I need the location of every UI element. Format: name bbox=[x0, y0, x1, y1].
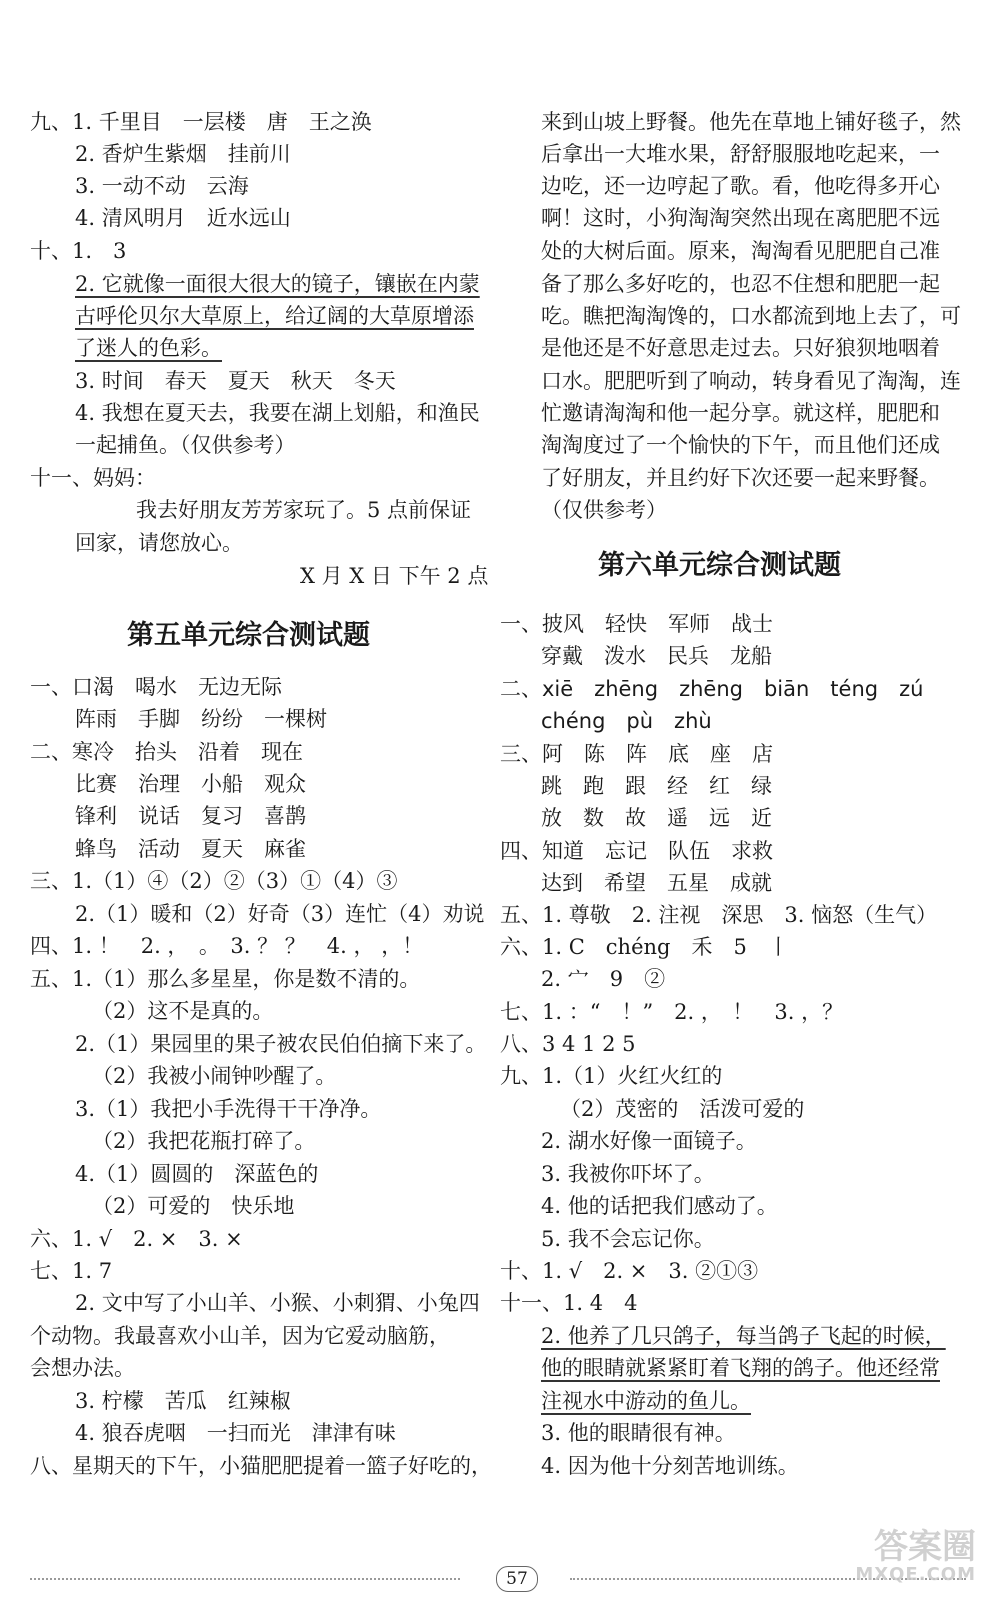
answer-line: 4. 清风明月 近水远山 bbox=[75, 206, 291, 230]
answer-line: 十一、1. 4 4 bbox=[500, 1291, 638, 1315]
pinyin-answer-line: chéng pù zhù bbox=[541, 709, 712, 733]
answer-line: （仅供参考） bbox=[541, 498, 667, 522]
underlined-answer-line: 了迷人的色彩。 bbox=[75, 336, 222, 360]
answer-line: 4. 狼吞虎咽 一扫而光 津津有味 bbox=[75, 1421, 396, 1445]
answer-line: 5. 我不会忘记你。 bbox=[541, 1227, 715, 1251]
pinyin-answer-line: 二、xiē zhēng zhēng biān téng zú bbox=[500, 677, 924, 701]
answer-line: 个动物。我最喜欢小山羊，因为它爱动脑筋， bbox=[30, 1324, 450, 1348]
answer-line: 三、1.（1）④（2）②（3）①（4）③ bbox=[30, 869, 398, 893]
answer-line: （2）这不是真的。 bbox=[92, 999, 274, 1023]
watermark-text: 答案圈 bbox=[874, 1527, 976, 1567]
answer-line: （2）茂密的 活泼可爱的 bbox=[560, 1097, 805, 1121]
answer-line: 蜂鸟 活动 夏天 麻雀 bbox=[75, 837, 306, 861]
answer-line: 十、1. √ 2. × 3. ②①③ bbox=[500, 1259, 759, 1283]
answer-line: 我去好朋友芳芳家玩了。5 点前保证 bbox=[136, 498, 472, 522]
watermark-logo bbox=[855, 1527, 976, 1586]
answer-line: 边吃，还一边哼起了歌。看，他吃得多开心 bbox=[541, 174, 940, 198]
answer-line: （2）我把花瓶打碎了。 bbox=[92, 1129, 316, 1153]
underlined-answer-line: 他的眼睛就紧紧盯着飞翔的鸽子。他还经常 bbox=[541, 1356, 940, 1380]
answer-line: 4.（1）圆圆的 深蓝色的 bbox=[75, 1162, 319, 1186]
answer-line: 阵雨 手脚 纷纷 一棵树 bbox=[75, 707, 327, 731]
answer-line: 备了那么多好吃的，也忍不住想和肥肥一起 bbox=[541, 272, 940, 296]
answer-line: 啊！这时，小狗淘淘突然出现在离肥肥不远 bbox=[541, 206, 940, 230]
answer-line: 六、1. C chéng 禾 5 丨 bbox=[500, 935, 789, 959]
answer-line: 比赛 治理 小船 观众 bbox=[75, 772, 306, 796]
answer-line: 后拿出一大堆水果，舒舒服服地吃起来，一 bbox=[541, 142, 940, 166]
answer-line: 放 数 故 遥 远 近 bbox=[541, 806, 772, 830]
answer-line: 六、1. √ 2. × 3. × bbox=[30, 1227, 243, 1251]
answer-line: 十一、妈妈： bbox=[30, 466, 156, 490]
answer-line: 口水。肥肥听到了响动，转身看见了淘淘，连 bbox=[541, 369, 961, 393]
answer-line: 3. 时间 春天 夏天 秋天 冬天 bbox=[75, 369, 396, 393]
answer-line: 了好朋友，并且约好下次还要一起来野餐。 bbox=[541, 466, 940, 490]
answer-line: 淘淘度过了一个愉快的下午，而且他们还成 bbox=[541, 433, 940, 457]
answer-line: 会想办法。 bbox=[30, 1356, 135, 1380]
answer-line: 2.（1）暖和（2）好奇（3）连忙（4）劝说 bbox=[75, 902, 485, 926]
answer-line: X 月 X 日 下午 2 点 bbox=[300, 564, 489, 588]
answer-line: 4. 他的话把我们感动了。 bbox=[541, 1194, 778, 1218]
answer-line: （2）可爱的 快乐地 bbox=[92, 1194, 295, 1218]
underlined-answer-line: 注视水中游动的鱼儿。 bbox=[541, 1389, 751, 1413]
answer-line: 五、1.（1）那么多星星，你是数不清的。 bbox=[30, 967, 421, 991]
watermark-url: MXQE.COM bbox=[855, 1564, 976, 1585]
answer-line: 忙邀请淘淘和他一起分享。就这样，肥肥和 bbox=[541, 401, 940, 425]
answer-line: 2.（1）果园里的果子被农民伯伯摘下来了。 bbox=[75, 1032, 487, 1056]
answer-line: 一起捕鱼。（仅供参考） bbox=[75, 433, 296, 457]
answer-line: （2）我被小闹钟吵醒了。 bbox=[92, 1064, 337, 1088]
answer-line: 吃。瞧把淘淘馋的，口水都流到地上去了，可 bbox=[541, 304, 961, 328]
answer-line: 一、口渴 喝水 无边无际 bbox=[30, 675, 282, 699]
answer-line: 七、1. ：“ ！” 2. ， ！ 3. ，？ bbox=[500, 1000, 844, 1024]
answer-line: 九、1. 千里目 一层楼 唐 王之涣 bbox=[30, 110, 372, 134]
answer-line: 跳 跑 跟 经 红 绿 bbox=[541, 774, 772, 798]
answer-line: 处的大树后面。原来，淘淘看见肥肥自己准 bbox=[541, 239, 940, 263]
answer-line: 九、1.（1）火红火红的 bbox=[500, 1064, 723, 1088]
answer-line: 回家，请您放心。 bbox=[75, 531, 243, 555]
answer-line: 3. 我被你吓坏了。 bbox=[541, 1162, 715, 1186]
answer-line: 2. 文中写了小山羊、小猴、小刺猬、小兔四 bbox=[75, 1291, 480, 1315]
page-number: 57 bbox=[496, 1566, 538, 1592]
answer-line: 2. 宀 9 ② bbox=[541, 967, 666, 991]
answer-line: 五、1. 尊敬 2. 注视 深思 3. 恼怒（生气） bbox=[500, 903, 938, 927]
answer-line: 2. 湖水好像一面镜子。 bbox=[541, 1129, 757, 1153]
answer-line: 锋利 说话 复习 喜鹊 bbox=[75, 804, 306, 828]
underlined-answer-line: 古呼伦贝尔大草原上，给辽阔的大草原增添 bbox=[75, 304, 474, 328]
answer-line: 穿戴 泼水 民兵 龙船 bbox=[541, 644, 772, 668]
answer-line: 是他还是不好意思走过去。只好狼狈地咽着 bbox=[541, 336, 940, 360]
answer-line: 四、知道 忘记 队伍 求救 bbox=[500, 839, 773, 863]
answer-line: 3. 他的眼睛很有神。 bbox=[541, 1421, 736, 1445]
answer-line: 八、3 4 1 2 5 bbox=[500, 1032, 636, 1056]
answer-line: 十、1. 3 bbox=[30, 239, 127, 263]
section-title-unit6: 第六单元综合测试题 bbox=[598, 550, 841, 581]
answer-line: 三、阿 陈 阵 底 座 店 bbox=[500, 742, 773, 766]
answer-line: 3. 一动不动 云海 bbox=[75, 174, 249, 198]
answer-line: 4. 因为他十分刻苦地训练。 bbox=[541, 1454, 799, 1478]
answer-line: 七、1. 7 bbox=[30, 1259, 113, 1283]
answer-line: 四、1. ！ 2. ， 。 3. ？ ？ 4. ， ，！ bbox=[30, 934, 424, 958]
answer-line: 4. 我想在夏天去，我要在湖上划船，和渔民 bbox=[75, 401, 480, 425]
answer-line: 来到山坡上野餐。他先在草地上铺好毯子，然 bbox=[541, 110, 961, 134]
answer-line: 一、披风 轻快 军师 战士 bbox=[500, 612, 773, 636]
answer-line: 3. 柠檬 苦瓜 红辣椒 bbox=[75, 1389, 291, 1413]
answer-line: 3.（1）我把小手洗得干干净净。 bbox=[75, 1097, 382, 1121]
section-title-unit5: 第五单元综合测试题 bbox=[127, 620, 370, 651]
underlined-answer-line: 2. 它就像一面很大很大的镜子，镶嵌在内蒙 bbox=[75, 272, 480, 296]
answer-line: 达到 希望 五星 成就 bbox=[541, 871, 772, 895]
page-footer bbox=[30, 1568, 966, 1590]
answer-line: 八、星期天的下午，小猫肥肥提着一篮子好吃的， bbox=[30, 1454, 492, 1478]
answer-line: 二、寒冷 抬头 沿着 现在 bbox=[30, 740, 303, 764]
underlined-answer-line: 2. 他养了几只鸽子，每当鸽子飞起的时候， bbox=[541, 1324, 946, 1348]
answer-line: 2. 香炉生紫烟 挂前川 bbox=[75, 142, 291, 166]
footer-dotted-rule-left bbox=[30, 1578, 460, 1580]
